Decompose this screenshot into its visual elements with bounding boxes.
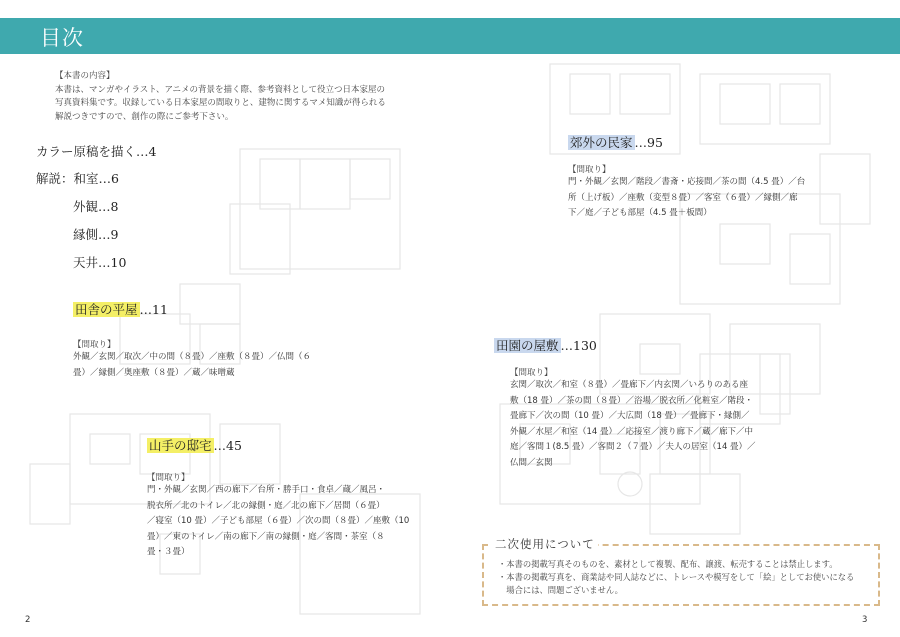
section-line: 門・外観／玄関／階段／書斎・応接間／茶の間（4.5 畳）／台 [568, 177, 806, 187]
notice-item: 場合には、問題ございません。 [498, 585, 623, 595]
section-title-row[interactable] [147, 436, 409, 454]
section-inaka [73, 300, 311, 381]
section-title: 山手の邸宅 [149, 438, 212, 453]
intro-label: 【本書の内容】 [55, 71, 115, 81]
section-title-row[interactable] [73, 300, 311, 318]
toc-color[interactable]: カラー原稿を描く…4 [36, 144, 157, 159]
intro-line: 本書は、マンガやイラスト、アニメの背景を描く際、参考資料として役立つ日本家屋の [55, 84, 386, 95]
section-line: 外観／水屋／和室（14 畳）／応接室／渡り廊下／蔵／廊下／中 [510, 426, 754, 437]
section-kogai [568, 133, 805, 222]
section-line: 畳・３畳） [147, 547, 190, 557]
section-label: 【間取り】 [147, 473, 190, 483]
toc-kaisetsu[interactable]: 解説：和室…6 [36, 171, 119, 186]
section-line: 畳）／東のトイレ／南の廊下／南の縁側・庭／客間・茶室（８ [147, 531, 385, 542]
section-line: 所（上げ板）／座敷（変型８畳）／客室（６畳）／縁側／廊 [568, 192, 798, 203]
section-page: …45 [213, 438, 242, 453]
notice-item: ・本書の掲載写真そのものを、素材として複製、配布、譲渡、転売することは禁止します。 [498, 559, 838, 569]
intro-line: 解説つきですので、創作の際にご参考下さい。 [55, 111, 234, 122]
toc-tenjo[interactable]: 天井…10 [73, 255, 127, 270]
section-line: 仏間／玄関 [510, 457, 553, 468]
intro-block [55, 70, 386, 124]
section-title-row[interactable] [494, 336, 756, 354]
section-line: 敷（18 畳）／茶の間（８畳）／浴場／脱衣所／化粧室／階段・ [510, 395, 754, 406]
notice-items [498, 558, 854, 597]
page-number-right: 3 [862, 615, 868, 625]
section-denen [494, 336, 756, 471]
section-lines [510, 378, 756, 471]
section-label: 【間取り】 [73, 340, 116, 350]
section-line: 下／庭／子ども部屋（4.5 畳＋板間） [568, 208, 712, 218]
section-label: 【間取り】 [568, 165, 611, 175]
page-title: 目次 [40, 26, 84, 50]
secondary-use-notice [482, 537, 880, 606]
section-line: 脱衣所／北のトイレ／北の縁側・庭／北の廊下／居間（６畳） [147, 500, 385, 511]
page-number-left: 2 [25, 615, 31, 625]
section-title-row[interactable] [568, 133, 805, 151]
section-page: …130 [560, 338, 597, 353]
toc-engawa[interactable]: 縁側…9 [73, 227, 119, 242]
section-title: 郊外の民家 [570, 135, 633, 150]
notice-item: ・本書の掲載写真を、商業誌や同人誌などに、トレースや模写をして「絵」としてお使いになる [498, 572, 855, 582]
section-label: 【間取り】 [510, 368, 553, 378]
section-line: 庭／客間１(8.5 畳）／客間２（７畳）／夫人の居室（14 畳）／ [510, 442, 756, 452]
section-line: ／寝室（10 畳）／子ども部屋（６畳）／次の間（８畳）／座敷（10 [147, 516, 410, 526]
section-page: …11 [139, 302, 168, 317]
section-yamanote [147, 436, 409, 561]
header-bar [0, 18, 900, 54]
section-line: 外観／玄関／取次／中の間（８畳）／座敷（８畳）／仏間（６ [73, 352, 312, 362]
section-line: 畳廊下／次の間（10 畳）／大広間（18 畳）／畳廊下・縁側／ [510, 411, 750, 421]
section-line: 門・外観／玄関／西の廊下／台所・勝手口・食卓／蔵／風呂・ [147, 485, 386, 495]
intro-line: 写真資料集です。収録している日本家屋の間取りと、建物に関するマメ知識が得られる [55, 98, 386, 108]
section-title: 田舎の平屋 [75, 302, 138, 317]
toc-gaikan[interactable]: 外観…8 [73, 199, 119, 214]
section-line: 玄関／取次／和室（８畳）／畳廊下／内玄関／いろりのある座 [510, 380, 749, 390]
section-line: 畳）／縁側／奥座敷（８畳）／蔵／味噌蔵 [73, 367, 235, 378]
notice-title: 二次使用について [492, 536, 598, 552]
section-page: …95 [634, 135, 663, 150]
section-title: 田園の屋敷 [496, 338, 559, 353]
